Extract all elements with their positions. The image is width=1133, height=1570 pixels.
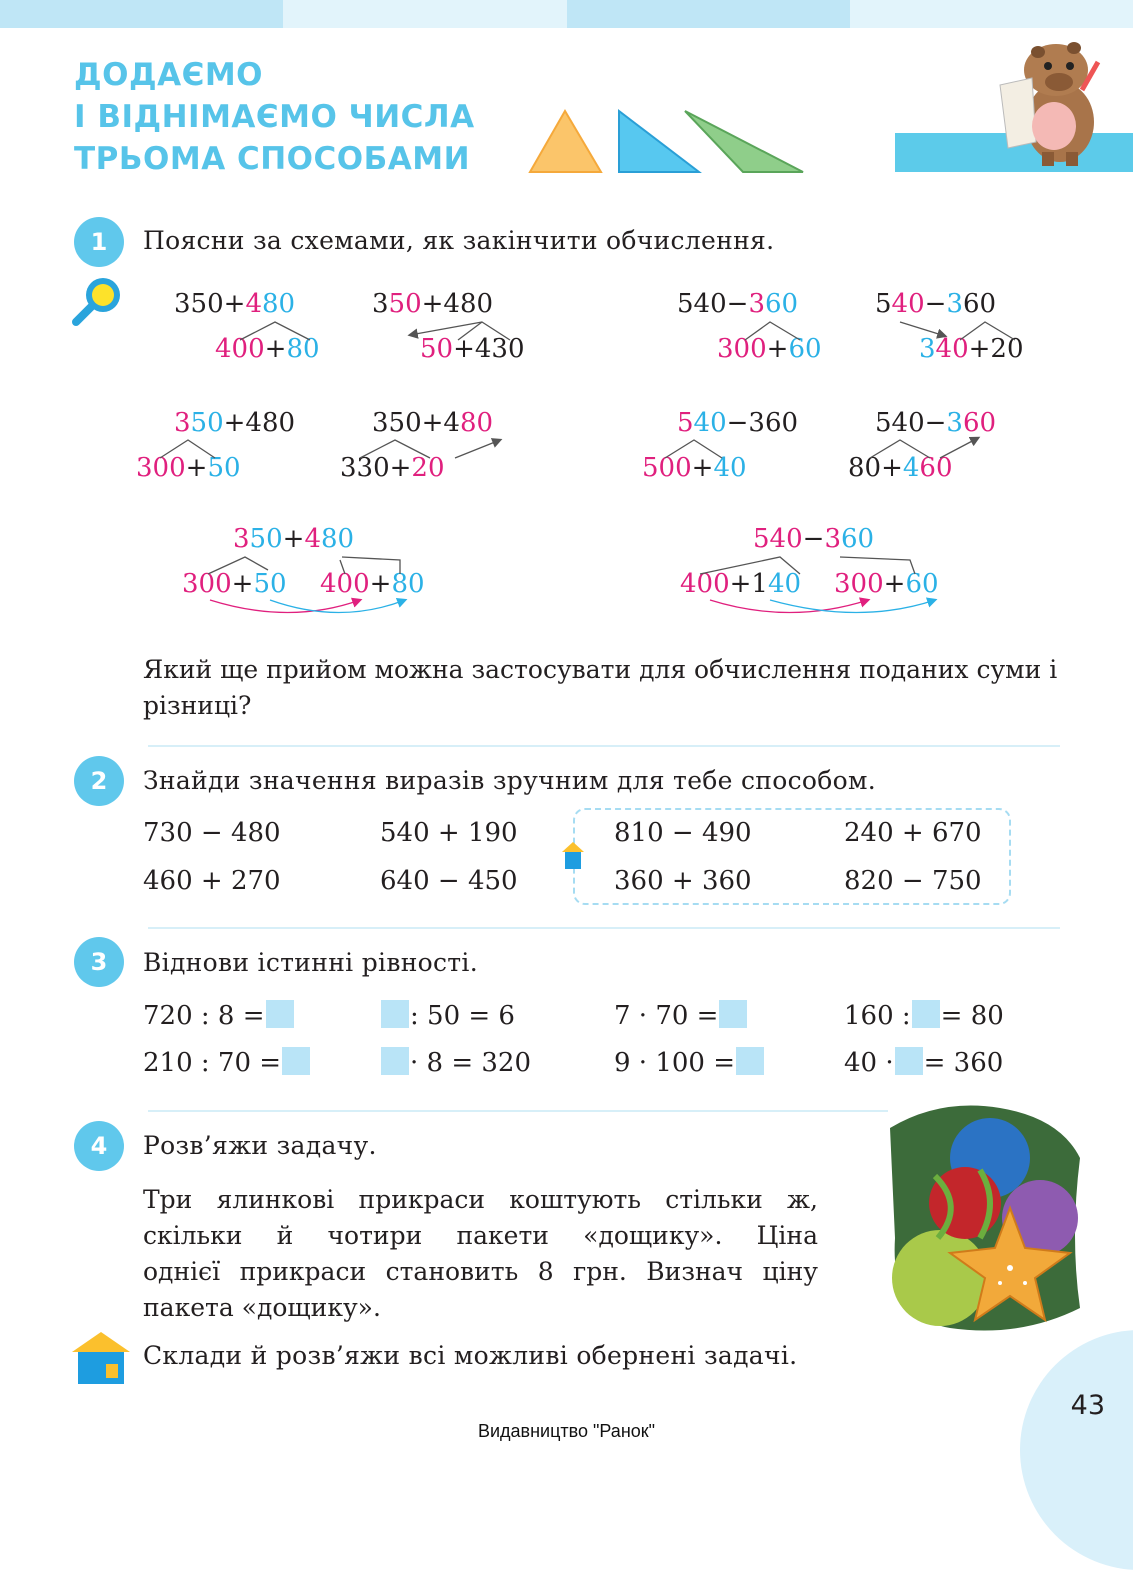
scheme-decomp: 400+80 bbox=[215, 334, 320, 364]
divider bbox=[148, 745, 1060, 747]
task-1-instruction: Поясни за схемами, як закінчити обчислення. bbox=[143, 226, 775, 255]
expression: 730 − 480 bbox=[143, 818, 281, 848]
expression: 810 − 490 bbox=[614, 818, 752, 848]
scheme-expr: 540−360 bbox=[875, 289, 997, 319]
answer-box[interactable] bbox=[912, 1000, 940, 1028]
scheme-expr: 540−360 bbox=[753, 524, 875, 554]
answer-box[interactable] bbox=[282, 1047, 310, 1075]
equation: 210 : 70 = bbox=[143, 1047, 311, 1078]
scheme-decomp: 500+40 bbox=[642, 453, 747, 483]
answer-box[interactable] bbox=[736, 1047, 764, 1075]
scheme-expr: 540−360 bbox=[677, 289, 799, 319]
divider bbox=[148, 927, 1060, 929]
scheme-expr: 350+480 bbox=[174, 408, 296, 438]
scheme-decomp: 340+20 bbox=[919, 334, 1024, 364]
task-1-question: Який ще прийом можна застосувати для обчислення поданих суми і різниці? bbox=[143, 655, 1058, 720]
scheme-expr: 350+480 bbox=[174, 289, 296, 319]
scheme-expr: 350+480 bbox=[372, 408, 494, 438]
expression: 540 + 190 bbox=[380, 818, 518, 848]
equation: 720 : 8 = bbox=[143, 1000, 295, 1031]
divider bbox=[148, 1110, 888, 1112]
page-number: 43 bbox=[1070, 1390, 1105, 1421]
task-2-badge: 2 bbox=[74, 756, 124, 806]
task-4-instruction: Розв’яжи задачу. bbox=[143, 1131, 377, 1160]
answer-box[interactable] bbox=[719, 1000, 747, 1028]
house-small-icon bbox=[560, 840, 586, 872]
task-4-extra: Склади й розв’яжи всі можливі обернені задачі. bbox=[143, 1341, 798, 1370]
scheme-decomp: 300+50 bbox=[182, 569, 287, 599]
expression: 640 − 450 bbox=[380, 866, 518, 896]
scheme-decomp: 50+430 bbox=[420, 334, 525, 364]
page-title: ДОДАЄМО І ВІДНІМАЄМО ЧИСЛА ТРЬОМА СПОСОБАМИ bbox=[74, 57, 475, 177]
scheme-connectors bbox=[0, 0, 1133, 700]
expression: 460 + 270 bbox=[143, 866, 281, 896]
christmas-ornaments-illustration bbox=[880, 1088, 1085, 1338]
house-icon bbox=[70, 1330, 132, 1386]
scheme-decomp: 80+460 bbox=[848, 453, 953, 483]
answer-box[interactable] bbox=[266, 1000, 294, 1028]
equation: 7 · 70 = bbox=[614, 1000, 748, 1031]
task-4-problem: Три ялинкові прикраси коштують стільки ж, скільки й чотири пакети «дощику». Ціна однієї прикраси становить 8 грн. Визнач ціну пакета «дощику». bbox=[143, 1185, 818, 1322]
answer-box[interactable] bbox=[381, 1000, 409, 1028]
scheme-decomp: 300+60 bbox=[834, 569, 939, 599]
publisher-footer: Видавництво "Ранок" bbox=[477, 1421, 656, 1441]
equation: 9 · 100 = bbox=[614, 1047, 765, 1078]
expression: 240 + 670 bbox=[844, 818, 982, 848]
task-3-badge: 3 bbox=[74, 937, 124, 987]
task-3-instruction: Віднови істинні рівності. bbox=[143, 948, 478, 977]
equation: : 50 = 6 bbox=[380, 1000, 515, 1031]
task-2-instruction: Знайди значення виразів зручним для тебе способом. bbox=[143, 766, 876, 795]
scheme-expr: 350+480 bbox=[233, 524, 355, 554]
equation: · 8 = 320 bbox=[380, 1047, 531, 1078]
task-1-badge: 1 bbox=[74, 217, 124, 267]
equation: 160 : = 80 bbox=[844, 1001, 1004, 1031]
expression: 820 − 750 bbox=[844, 866, 982, 896]
task-4-badge: 4 bbox=[74, 1121, 124, 1171]
scheme-expr: 350+480 bbox=[372, 289, 494, 319]
scheme-decomp: 330+20 bbox=[340, 453, 445, 483]
scheme-decomp: 300+50 bbox=[136, 453, 241, 483]
equation: 40 · = 360 bbox=[844, 1048, 1004, 1078]
answer-box[interactable] bbox=[381, 1047, 409, 1075]
page-corner bbox=[1020, 1330, 1133, 1570]
scheme-decomp: 300+60 bbox=[717, 334, 822, 364]
scheme-decomp: 400+140 bbox=[680, 569, 802, 599]
scheme-expr: 540−360 bbox=[875, 408, 997, 438]
answer-box[interactable] bbox=[895, 1047, 923, 1075]
scheme-decomp: 400+80 bbox=[320, 569, 425, 599]
expression: 360 + 360 bbox=[614, 866, 752, 896]
scheme-expr: 540−360 bbox=[677, 408, 799, 438]
